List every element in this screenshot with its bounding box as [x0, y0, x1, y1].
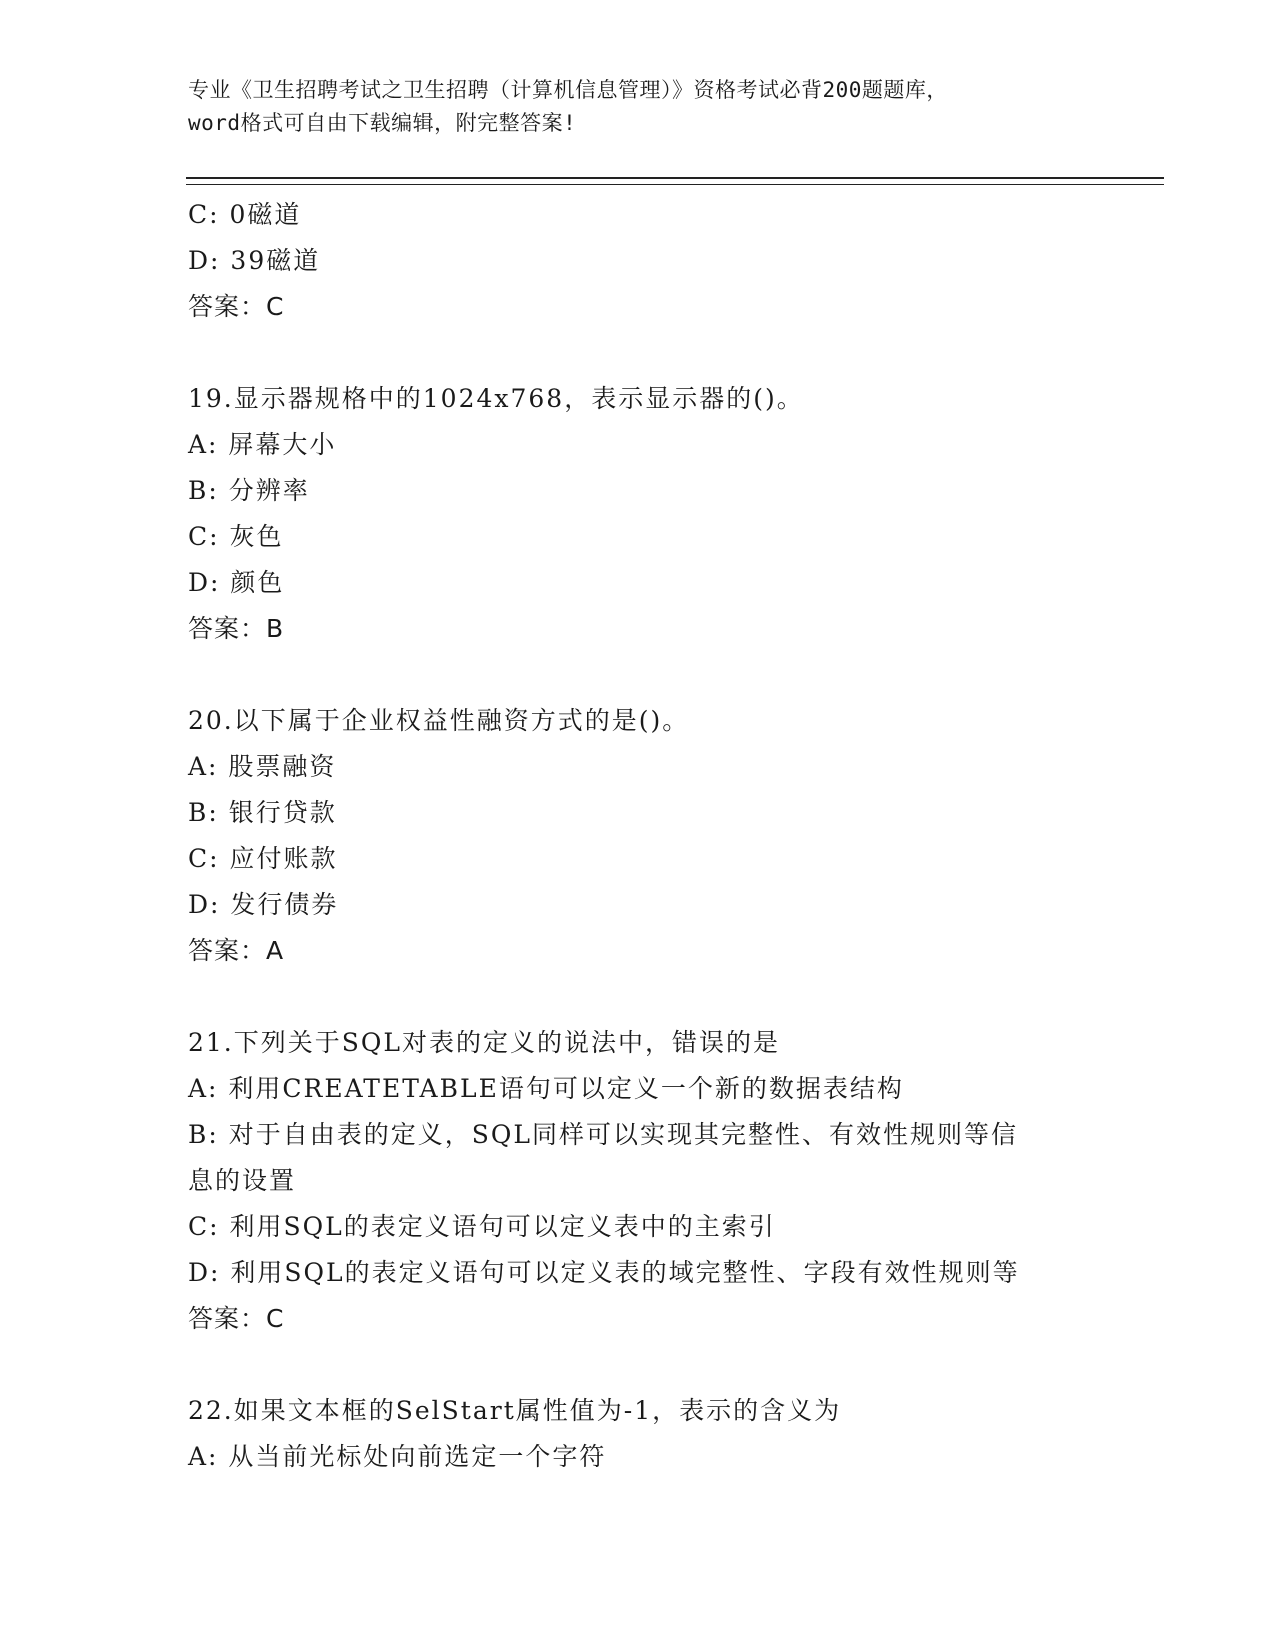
option-a: A: 从当前光标处向前选定一个字符: [188, 1442, 607, 1471]
spacer: [188, 974, 1088, 1020]
question-stem: 19.显示器规格中的1024x768，表示显示器的()。: [188, 384, 804, 413]
option-d: D: 发行债券: [188, 890, 339, 919]
question-22: [188, 1388, 1088, 1480]
option-a: A: 屏幕大小: [188, 430, 337, 459]
option-d: D: 颜色: [188, 568, 285, 597]
question-fragment: [188, 192, 1088, 330]
option-c: C: 灰色: [188, 522, 284, 551]
option-b: B: 银行贷款: [188, 798, 337, 827]
option-b-continued: 息的设置: [188, 1166, 297, 1195]
option-b: B: 分辨率: [188, 476, 310, 505]
question-stem: 21.下列关于SQL对表的定义的说法中，错误的是: [188, 1028, 780, 1057]
question-20: [188, 698, 1088, 974]
answer: 答案：B: [188, 614, 285, 643]
option-a: A: 股票融资: [188, 752, 337, 781]
header-line-1: 专业《卫生招聘考试之卫生招聘（计算机信息管理）》资格考试必背200题题库，: [188, 78, 948, 102]
spacer: [188, 1342, 1088, 1388]
answer: 答案：C: [188, 1304, 285, 1333]
header-line-2: word格式可自由下载编辑，附完整答案!: [188, 111, 577, 135]
answer: 答案：A: [188, 936, 285, 965]
option-a: A: 利用CREATETABLE语句可以定义一个新的数据表结构: [188, 1074, 904, 1103]
option-c: C: 0磁道: [188, 200, 302, 229]
spacer: [188, 652, 1088, 698]
option-c: C: 应付账款: [188, 844, 338, 873]
answer: 答案：C: [188, 292, 285, 321]
spacer: [188, 330, 1088, 376]
option-d: D: 39磁道: [188, 246, 321, 275]
option-c: C: 利用SQL的表定义语句可以定义表中的主索引: [188, 1212, 776, 1241]
question-21: [188, 1020, 1088, 1342]
header-divider-thin: [186, 184, 1164, 185]
question-stem: 20.以下属于企业权益性融资方式的是()。: [188, 706, 690, 735]
question-list: [188, 192, 1088, 1480]
question-stem: 22.如果文本框的SelStart属性值为-1，表示的含义为: [188, 1396, 842, 1425]
document-header: [188, 74, 1088, 140]
option-b: B: 对于自由表的定义，SQL同样可以实现其完整性、有效性规则等信: [188, 1120, 1018, 1149]
option-d: D: 利用SQL的表定义语句可以定义表的域完整性、字段有效性规则等: [188, 1258, 1020, 1287]
question-19: [188, 376, 1088, 652]
header-divider: [186, 177, 1164, 179]
